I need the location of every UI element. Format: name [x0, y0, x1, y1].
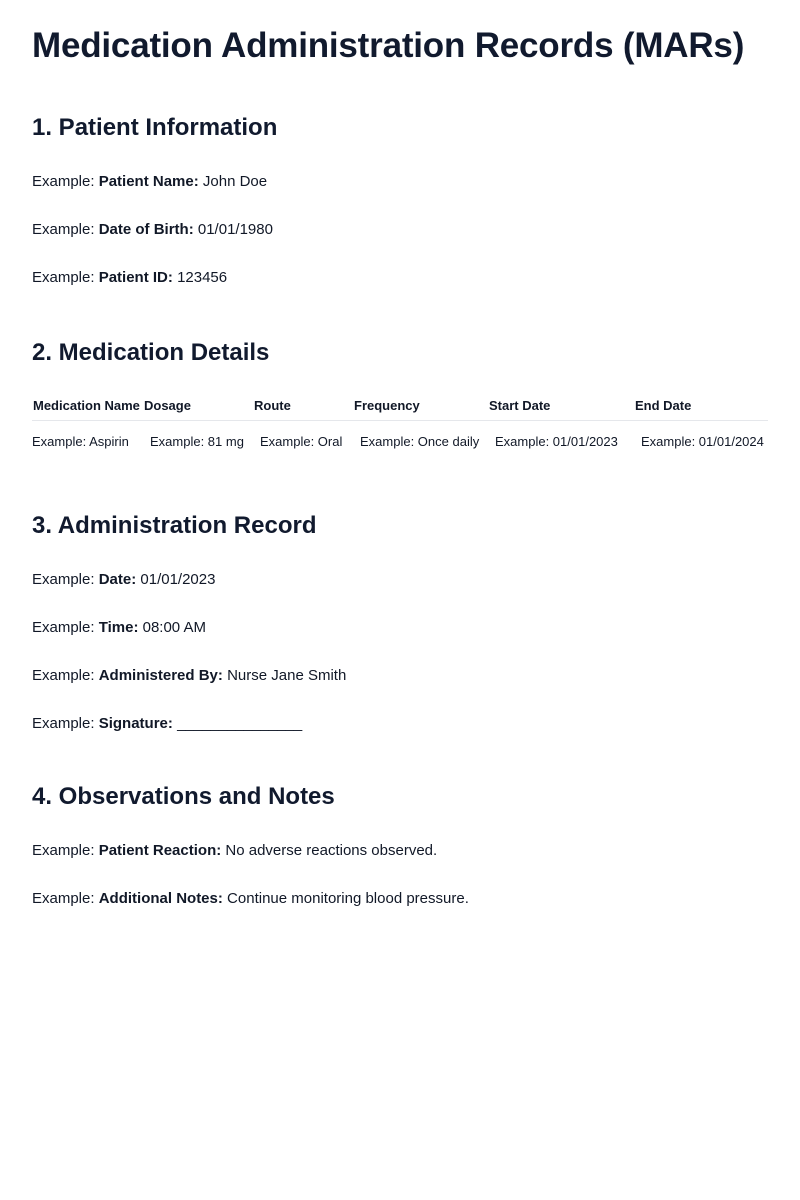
field-label: Additional Notes: [98, 890, 223, 907]
field-prefix: Example: [32, 221, 95, 238]
table-cell-end-date: Example: 01/01/2024 [641, 434, 764, 449]
table-cell-start-date: Example: 01/01/2023 [495, 434, 618, 449]
field-value: 01/01/1980 [197, 221, 273, 238]
field-label: Patient ID: [98, 269, 173, 286]
table-cell-dosage: Example: 81 mg [150, 434, 244, 449]
table-row [32, 421, 768, 455]
column-header-medication-name: Medication Name [32, 392, 143, 421]
field-value: Nurse Jane Smith [227, 667, 347, 684]
field-patient-name [32, 172, 768, 192]
field-label: Date of Birth: [98, 221, 194, 238]
field-label: Patient Name: [98, 173, 199, 190]
field-label: Time: [98, 619, 139, 636]
table-cell-route: Example: Oral [260, 434, 343, 449]
field-value: 01/01/2023 [140, 571, 216, 588]
field-prefix: Example: [32, 619, 95, 636]
field-label: Signature: [98, 715, 173, 732]
field-prefix: Example: [32, 571, 95, 588]
field-date [32, 570, 768, 590]
table-header-row [32, 392, 768, 421]
page-title: Medication Administration Records (MARs) [32, 26, 745, 65]
section-heading-observations-notes: 4. Observations and Notes [32, 783, 335, 810]
field-prefix: Example: [32, 667, 95, 684]
field-date-of-birth [32, 220, 768, 240]
column-header-frequency: Frequency [353, 392, 488, 421]
column-header-dosage: Dosage [143, 392, 253, 421]
field-additional-notes [32, 889, 768, 909]
field-signature [32, 714, 768, 734]
table-cell-frequency: Example: Once daily [360, 434, 480, 449]
field-label: Patient Reaction: [98, 842, 222, 859]
medication-table [32, 392, 768, 454]
field-value: John Doe [202, 173, 268, 190]
field-time [32, 618, 768, 638]
section-heading-patient-information: 1. Patient Information [32, 114, 278, 141]
signature-line: _______________ [177, 715, 303, 732]
section-heading-medication-details: 2. Medication Details [32, 339, 270, 366]
column-header-start-date: Start Date [488, 392, 634, 421]
field-patient-id [32, 268, 768, 288]
field-label: Date: [98, 571, 137, 588]
field-value: No adverse reactions observed. [225, 842, 438, 859]
field-prefix: Example: [32, 269, 95, 286]
field-prefix: Example: [32, 715, 95, 732]
field-prefix: Example: [32, 842, 95, 859]
field-prefix: Example: [32, 173, 95, 190]
field-patient-reaction [32, 841, 768, 861]
field-value: 123456 [177, 269, 228, 286]
column-header-route: Route [253, 392, 353, 421]
field-label: Administered By: [98, 667, 223, 684]
field-prefix: Example: [32, 890, 95, 907]
column-header-end-date: End Date [634, 392, 768, 421]
field-administered-by [32, 666, 768, 686]
field-value: 08:00 AM [142, 619, 206, 636]
table-cell-medication-name: Example: Aspirin [32, 434, 129, 449]
field-value: Continue monitoring blood pressure. [227, 890, 469, 907]
section-heading-administration-record: 3. Administration Record [32, 512, 317, 539]
